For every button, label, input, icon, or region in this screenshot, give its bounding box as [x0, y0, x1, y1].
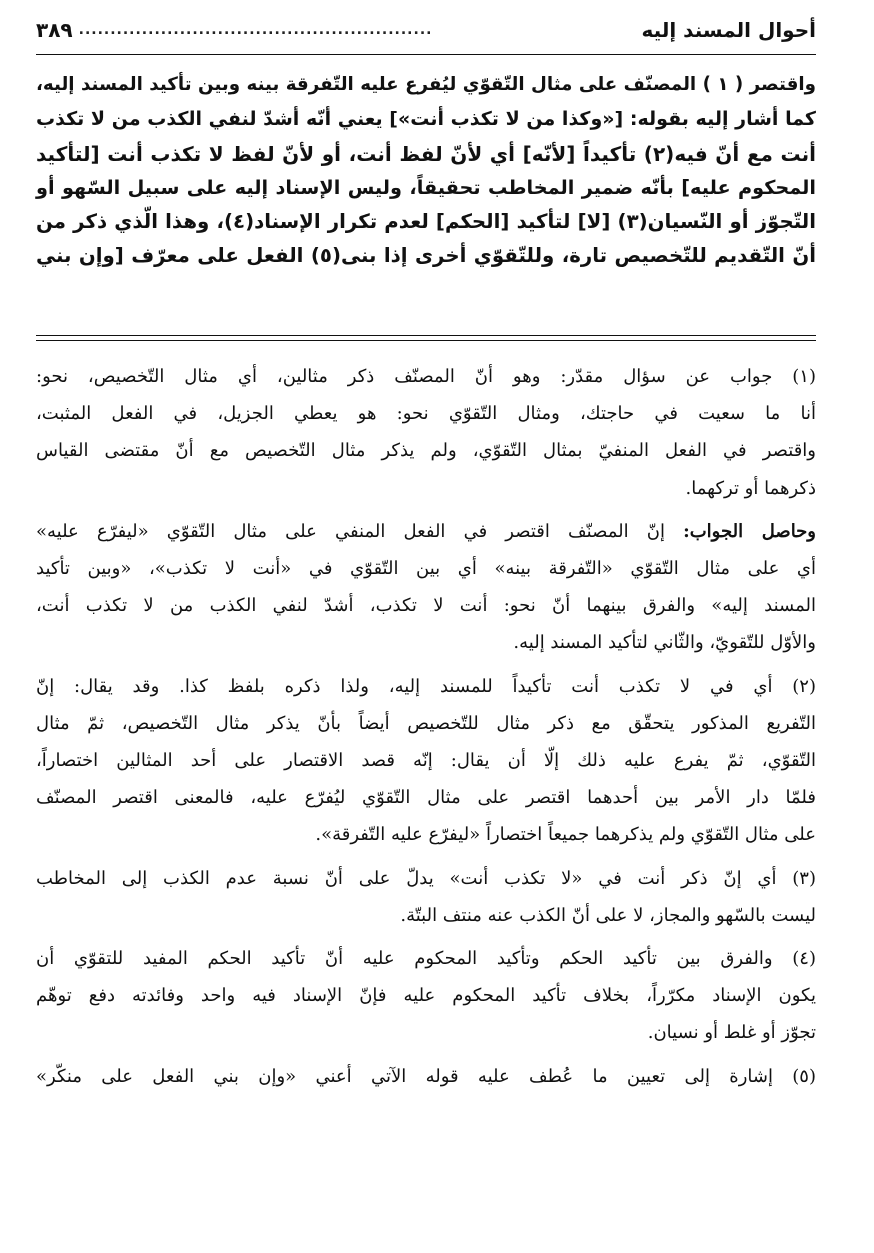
main-line: أنت مع أنّ فيه(٢) تأكيداً [لأنّه] أي لأنّ لفظ أنت، أو لأنّ لفظ لا تكذب أنت [لتأكيد	[36, 141, 816, 166]
leader-dots: ........................................................	[78, 22, 433, 38]
main-line: كما أشار إليه بقوله: [«وكذا من لا تكذب أنت»] يعني أنّه أشدّ لنفي الكذب من لا تكذب	[36, 108, 816, 131]
footnote-line: (٤) والفرق بين تأكيد الحكم وتأكيد المحكوم عليه أنّ تأكيد الحكم المفيد للتقوّي أن	[36, 948, 816, 970]
footnotes	[36, 358, 816, 1101]
footnote-line: تجوّز أو غلط أو نسيان.	[647, 1022, 816, 1044]
footnote-3	[36, 860, 816, 934]
header-rule	[36, 54, 816, 55]
answer-lead: وحاصل الجواب:	[683, 520, 816, 542]
footnote-line: (٣) أي إنّ ذكر أنت في «لا تكذب أنت» يدلّ على أنّ نسبة عدم الكذب إلى المخاطب	[36, 867, 816, 889]
page-number: ٣٨٩	[36, 18, 73, 42]
footnote-line: أي على مثال التّقوّي «التّفرقة بينه» أي بين التّقوّي في «أنت لا تكذب»، «وبين تأكيد	[36, 558, 816, 580]
main-line: واقتصر ( ١ ) المصنّف على مثال التّقوّي ليُفرع عليه التّفرقة بينه وبين تأكيد المسند إليه،	[36, 74, 816, 95]
footnote-5	[36, 1058, 816, 1095]
footnote-line: يكون الإسناد مكرّراً، بخلاف تأكيد المحكوم عليه فإنّ الإسناد فيه واحد وفائدته دفع توهّم	[36, 985, 816, 1007]
main-line: التّجوّز أو النّسيان(٣) [لا] لتأكيد [الحكم] لعدم تكرار الإسناد(٤)، وهذا الّذي ذكر من	[36, 210, 816, 234]
footnote-line: (١) جواب عن سؤال مقدّر: وهو أنّ المصنّف ذكر مثالين، أي مثال التّخصيص، نحو:	[36, 366, 816, 387]
footnote-line: ليست بالسّهو والمجاز، لا على أنّ الكذب عنه منتف البتّة.	[400, 904, 816, 926]
answer-first-line: إنّ المصنّف اقتصر في الفعل المنفي على مثال التّقوّي «ليفرّع عليه»	[36, 520, 684, 542]
footnote-line	[36, 513, 816, 550]
footnote-line: التّفريع المذكور يتحقّق مع ذكر مثال للتّخصيص أيضاً بأنّ يذكر مثال التّخصيص، ثمّ مثال	[36, 712, 816, 734]
footnote-line: أنا ما سعيت في حاجتك، ومثال التّقوّي نحو: هو يعطي الجزيل، في الفعل المثبت،	[36, 403, 816, 425]
footnote-line: التّقوّي، ثمّ يفرع عليه ذلك إلّا أن يقال: إنّه قصد الاقتصار على أحد المثالين اختصاراً،	[36, 750, 816, 772]
footnote-line: (٥) إشارة إلى تعيين ما عُطف عليه قوله الآتي أعني «وإن بني الفعل على منكّر»	[36, 1065, 816, 1087]
footnote-1	[36, 358, 816, 507]
footnote-4	[36, 940, 816, 1052]
footnote-line: واقتصر في الفعل المنفيّ بمثال التّقوّي، ولم يذكر مثال التّخصيص مع أنّ مقتضى القياس	[36, 440, 816, 462]
main-text	[36, 68, 816, 274]
footnote-line: والأوّل للتّقويّ، والثّاني لتأكيد المسند إليه.	[513, 632, 816, 654]
footnote-line: المسند إليه» والفرق بينهما أنّ نحو: أنت لا تكذب، أشدّ لنفي الكذب من لا تكذب أنت،	[36, 595, 816, 617]
footnote-2	[36, 668, 816, 854]
main-line: المحكوم عليه] بأنّه ضمير المخاطب تحقيقاً، وليس الإسناد إليه على سبيل السّهو أو	[36, 175, 816, 199]
main-line: أنّ التّقديم للتّخصيص تارة، وللتّقوّي أخرى إذا بنى(٥) الفعل على معرّف [وإن بني	[36, 244, 816, 268]
footnote-1-answer	[36, 513, 816, 662]
footnote-line: (٢) أي في لا تكذب أنت تأكيداً للمسند إليه، ولذا ذكره بلفظ كذا. وقد يقال: إنّ	[36, 675, 816, 697]
footnote-line: ذكرهما أو تركهما.	[685, 477, 816, 499]
footnote-line: على مثال التّقوّي ولم يذكرهما جميعاً اختصاراً «ليفرّع عليه التّفرقة».	[315, 824, 816, 846]
footnote-separator	[36, 335, 816, 341]
running-header	[36, 10, 816, 50]
chapter-title: أحوال المسند إليه	[641, 18, 816, 42]
footnote-line: فلمّا دار الأمر بين أحدهما اقتصر على مثال التّقوّي ليُفرّع عليه، فالمعنى اقتصر المصنّف	[36, 787, 816, 809]
